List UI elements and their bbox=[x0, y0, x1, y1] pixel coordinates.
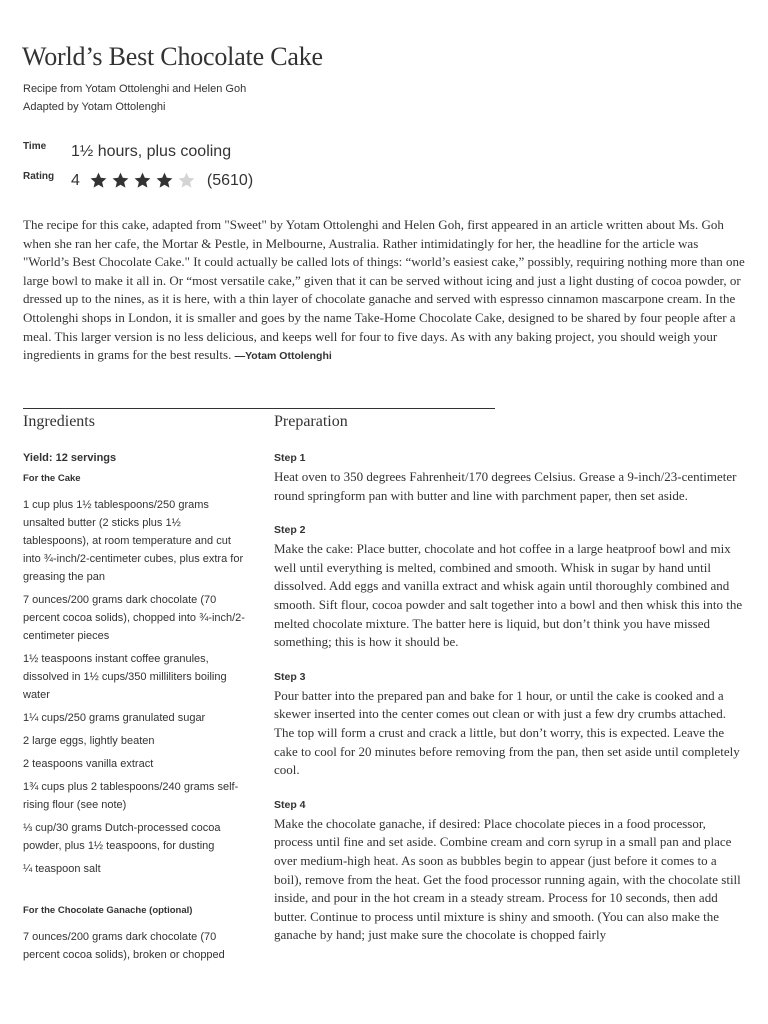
preparation-step bbox=[274, 798, 747, 945]
ingredient-item: 1¼ cups/250 grams granulated sugar bbox=[23, 712, 206, 724]
ingredient-section-title: For the Cake bbox=[23, 473, 81, 484]
star-filled-icon[interactable] bbox=[111, 171, 133, 191]
ingredient-item: ⅓ cup/30 grams Dutch-processed cocoa powder, plus 1½ teaspoons, for dusting bbox=[23, 822, 221, 852]
ingredient-item: 7 ounces/200 grams dark chocolate (70 percent cocoa solids), chopped into ¾-inch/2-centimeter pieces bbox=[23, 594, 245, 642]
recipe-adapted-by: Adapted by Yotam Ottolenghi bbox=[23, 101, 166, 113]
rating-widget[interactable] bbox=[71, 171, 253, 191]
preparation-step bbox=[274, 451, 747, 505]
ingredient-section bbox=[23, 905, 245, 964]
ingredient-item: ¼ teaspoon salt bbox=[23, 863, 101, 875]
star-filled-icon[interactable] bbox=[133, 171, 155, 191]
preparation-step bbox=[274, 670, 747, 780]
star-empty-icon[interactable] bbox=[177, 171, 199, 191]
preparation-heading: Preparation bbox=[274, 413, 348, 430]
star-filled-icon[interactable] bbox=[155, 171, 177, 191]
ingredient-item: 1½ teaspoons instant coffee granules, dissolved in 1½ cups/350 milliliters boiling water bbox=[23, 653, 227, 701]
step-text: Make the chocolate ganache, if desired: Place chocolate pieces in a food processor, process until fine and set aside. Combine cream and corn syrup in a small pan and place over medium-high heat. As soon as bubbles begin to appear (just before it comes to a boil), remove from the heat. Get the food processor running again, with the chocolate still inside, and pour in the hot cream in a steady stream. Process for 10 seconds, then add butter. Continue to process until mixture is shiny and smooth. (You can also make the ganache by hand; just make sure the chocolate is chopped fairly bbox=[274, 815, 741, 943]
step-label: Step 3 bbox=[274, 670, 306, 683]
step-label: Step 4 bbox=[274, 798, 306, 811]
rating-label: Rating bbox=[23, 171, 55, 182]
ingredient-item: 2 teaspoons vanilla extract bbox=[23, 758, 154, 770]
ingredient-item: 1¾ cups plus 2 tablespoons/240 grams self-rising flour (see note) bbox=[23, 781, 239, 811]
time-value: 1½ hours, plus cooling bbox=[71, 143, 232, 160]
ingredient-section-title: For the Chocolate Ganache (optional) bbox=[23, 905, 193, 916]
recipe-introduction bbox=[23, 216, 745, 366]
recipe-credit: Recipe from Yotam Ottolenghi and Helen Goh bbox=[23, 83, 247, 95]
intro-text: The recipe for this cake, adapted from "Sweet" by Yotam Ottolenghi and Helen Goh, first appeared in an article written about Ms. Goh when she ran her cafe, the Mortar & Pestle, in Melbourne, Australia. Rather intimidatingly for her, the headline for the article was "World’s Best Chocolate Cake." It could actually be called lots of things: “world’s easiest cake,” possibly, requiring nothing more than one large bowl to make it all in. Or “most versatile cake,” given that it can be served without icing and just a light dusting of cocoa powder, or dressed up to the nines, as it is here, with a thin layer of chocolate ganache and served with espresso cinnamon mascarpone cream. In the Ottolenghi shops in London, it is smaller and goes by the name Take-Home Chocolate Cake, designed to be shared by four people after a meal. This larger version is no less delicious, and keeps well for four to five days. As with any baking project, you should weigh your ingredients in grams for the best results. bbox=[23, 217, 745, 363]
recipe-title: World’s Best Chocolate Cake bbox=[22, 42, 323, 71]
step-text: Heat oven to 350 degrees Fahrenheit/170 degrees Celsius. Grease a 9-inch/23-centimeter round springform pan with butter and line with parchment paper, then set aside. bbox=[274, 469, 737, 503]
time-label: Time bbox=[23, 141, 47, 152]
ingredient-item: 2 large eggs, lightly beaten bbox=[23, 735, 155, 747]
ingredients-column bbox=[23, 451, 245, 969]
step-label: Step 1 bbox=[274, 452, 306, 464]
ingredient-item: 7 ounces/200 grams dark chocolate (70 percent cocoa solids), broken or chopped bbox=[23, 931, 225, 961]
ingredients-heading: Ingredients bbox=[23, 413, 95, 430]
preparation-column bbox=[274, 451, 747, 963]
step-text: Make the cake: Place butter, chocolate and hot coffee in a large heatproof bowl and mix well until everything is melted, combined and smooth. Whisk in sugar by hand until dissolved. Add eggs and vanilla extract and whisk again until thoroughly combined and smooth. Sift flour, cocoa powder and salt together into a bowl and then whisk this into the melted chocolate mixture. The batter here is liquid, but don’t think you have missed something; this is how it should be. bbox=[274, 541, 743, 650]
ingredient-section bbox=[23, 473, 245, 878]
section-divider bbox=[23, 408, 495, 409]
preparation-step bbox=[274, 523, 747, 652]
ingredient-item: 1 cup plus 1½ tablespoons/250 grams unsalted butter (2 sticks plus 1½ tablespoons), at room temperature and cut into ¾-inch/2-centimeter cubes, plus extra for greasing the pan bbox=[23, 499, 244, 583]
step-text: Pour batter into the prepared pan and bake for 1 hour, or until the cake is cooked and a skewer inserted into the center comes out clean or with just a few dry crumbs attached. The top will form a crust and crack a little, but don’t worry, this is expected. Leave the cake to cool for 20 minutes before removing from the pan, then set aside until completely cool. bbox=[274, 687, 740, 778]
recipe-yield: Yield: 12 servings bbox=[23, 452, 117, 464]
star-filled-icon[interactable] bbox=[89, 171, 111, 191]
rating-count: (5610) bbox=[206, 172, 254, 189]
rating-value: 4 bbox=[71, 172, 80, 189]
ingredient-list bbox=[23, 928, 245, 964]
ingredient-list bbox=[23, 496, 245, 878]
step-label: Step 2 bbox=[274, 524, 306, 537]
rating-stars[interactable] bbox=[89, 171, 199, 191]
intro-byline: —Yotam Ottolenghi bbox=[234, 350, 332, 363]
